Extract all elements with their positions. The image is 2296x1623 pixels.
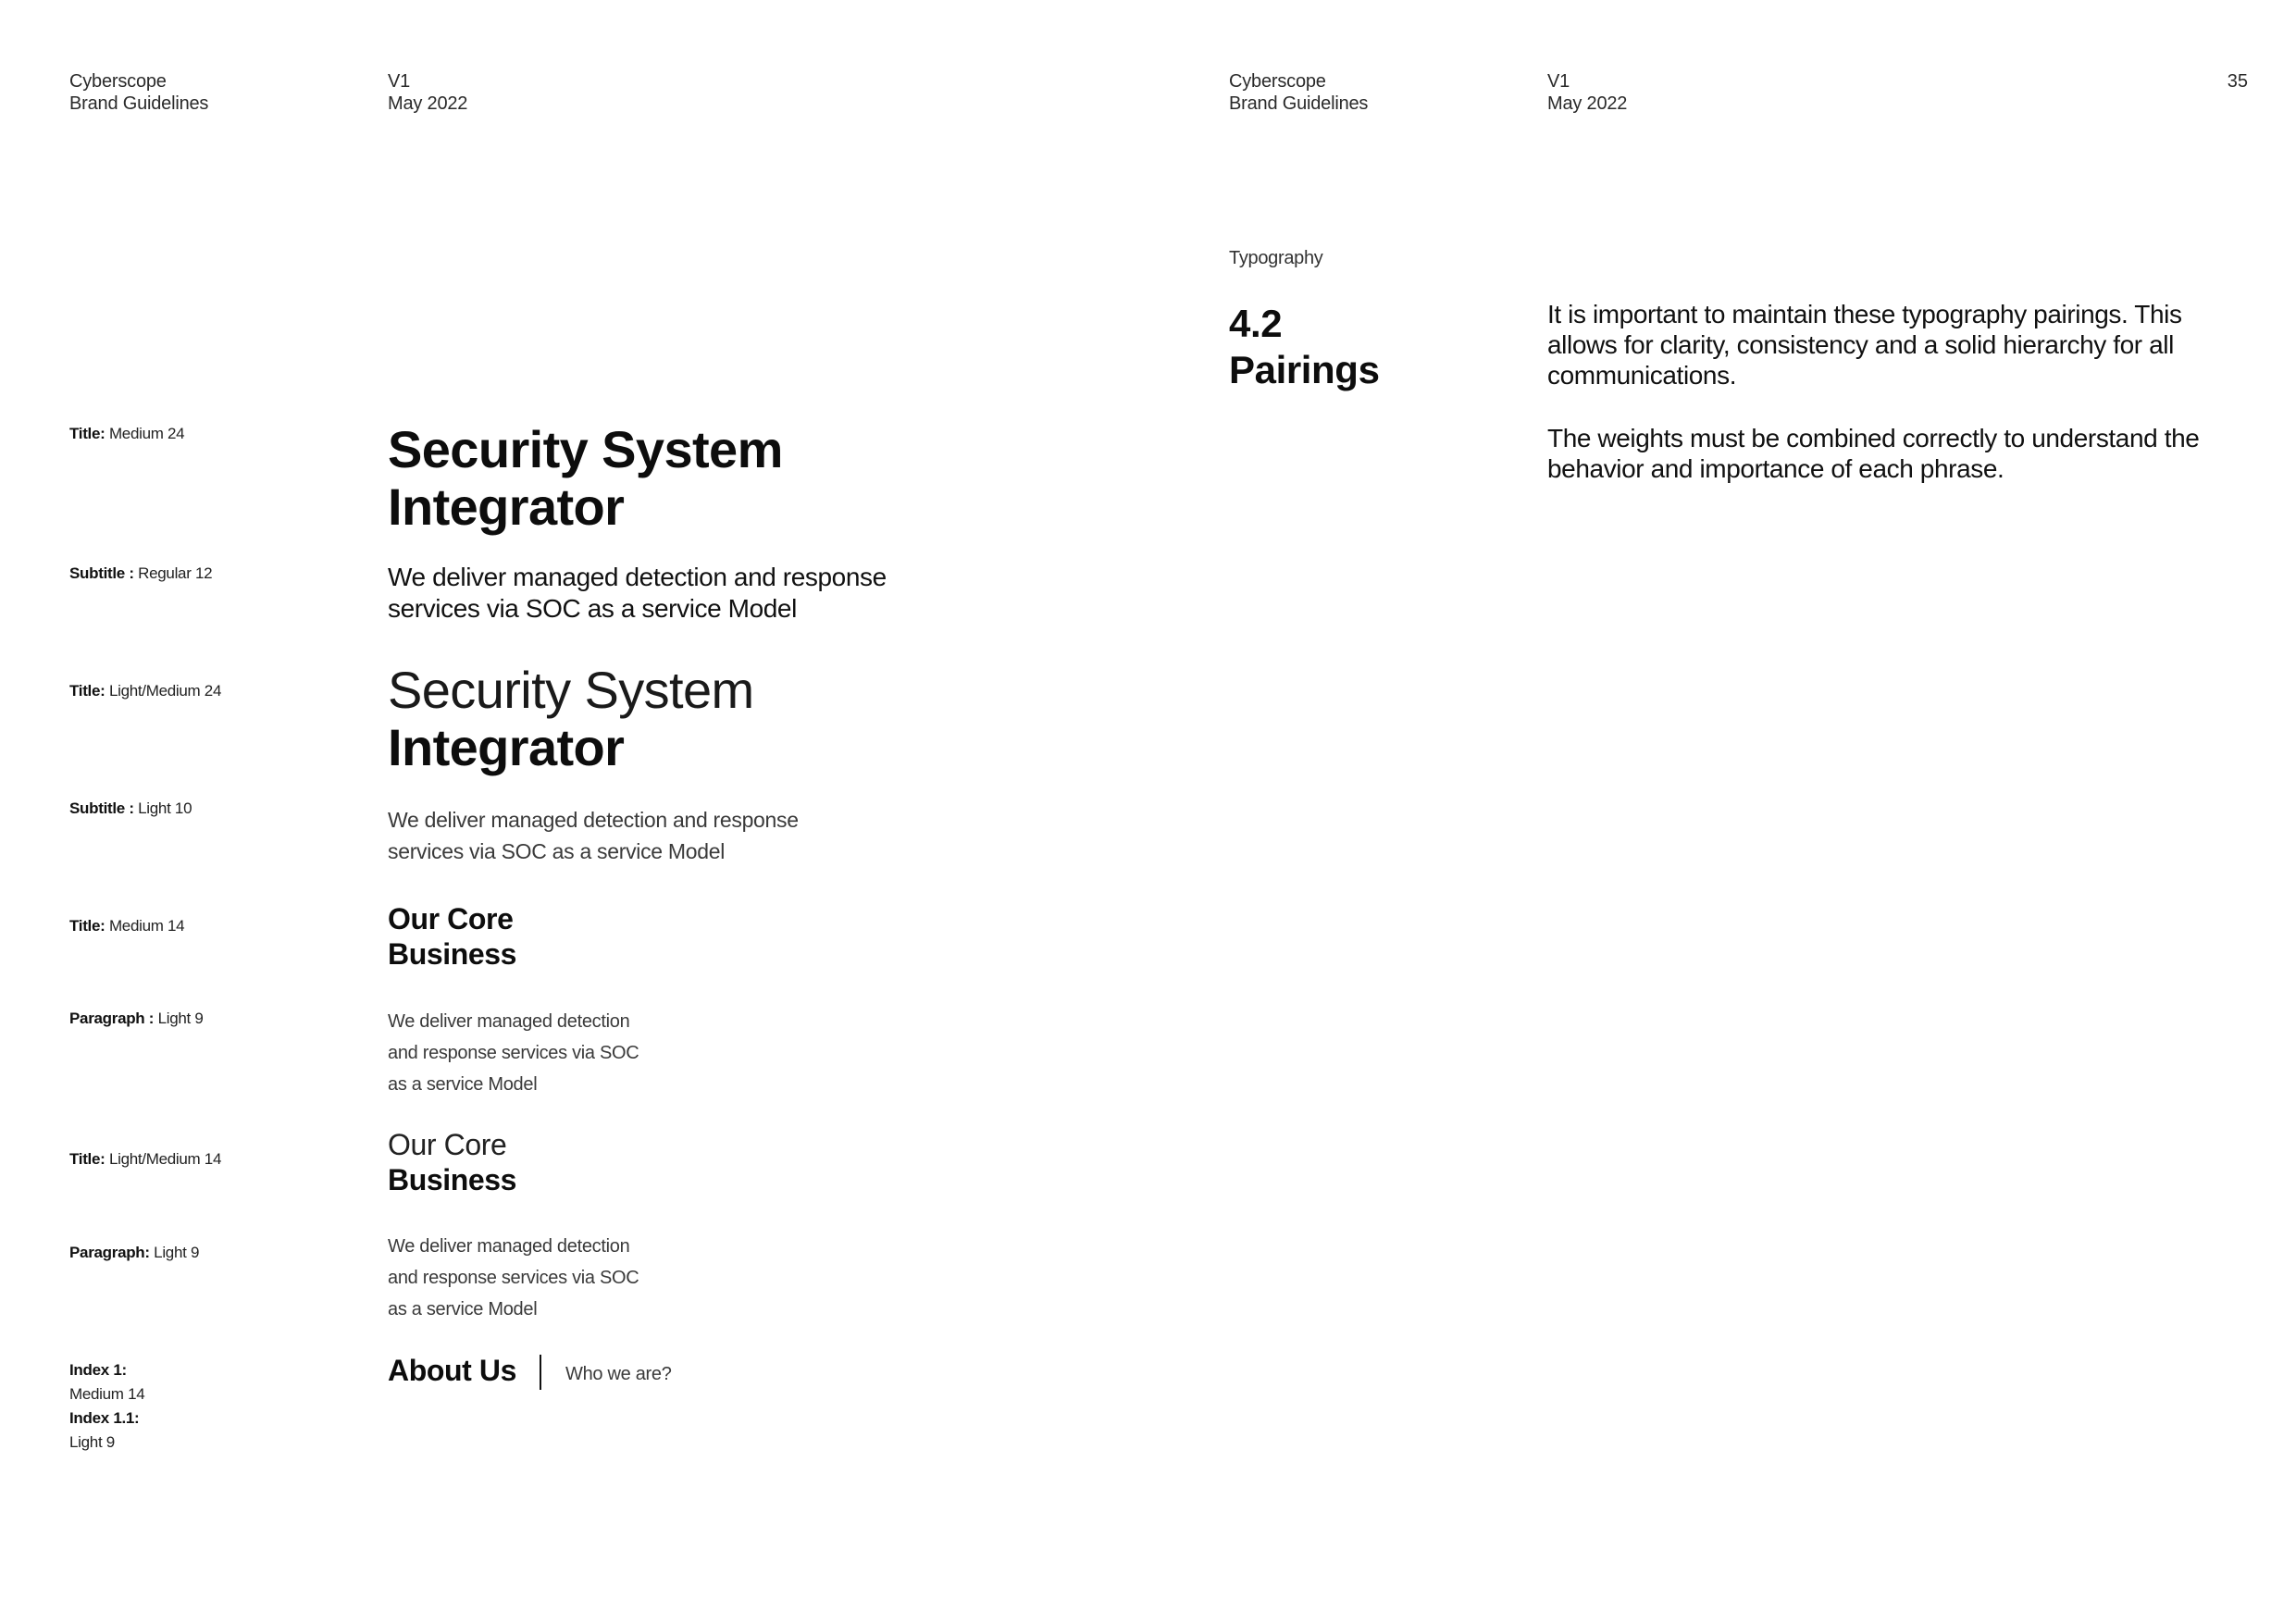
specimen-line: services via SOC as a service Model [388, 594, 797, 623]
spec-label-value: Regular 12 [133, 564, 213, 582]
spec-label-title-medium-14 [69, 914, 184, 938]
spec-label-key: Title: [69, 917, 105, 935]
spec-label-title-light-medium-14 [69, 1147, 221, 1171]
spec-label-key: Title: [69, 425, 105, 442]
spec-label-value: Light/Medium 14 [105, 1150, 222, 1168]
left-header-version [388, 70, 467, 115]
specimen-line: and response services via SOC [388, 1268, 639, 1288]
section-title: Pairings [1229, 348, 1380, 391]
specimen-line: Security System [388, 420, 783, 478]
specimen-line: services via SOC as a service Model [388, 839, 726, 863]
specimen-line: We deliver managed detection and response [388, 808, 799, 832]
spec-label-key: Title: [69, 1150, 105, 1168]
specimen-title-medium-14 [388, 901, 516, 972]
specimen-line: Our Core [388, 902, 514, 935]
index-title: About Us [388, 1354, 517, 1387]
brand-name: Cyberscope [69, 71, 167, 92]
specimen-line: as a service Model [388, 1299, 538, 1319]
spec-label-value: Light 9 [69, 1433, 115, 1451]
section-number: 4.2 [1229, 302, 1283, 345]
version-number: V1 [388, 71, 411, 92]
spec-label-index [69, 1358, 144, 1455]
version-date: May 2022 [388, 93, 468, 114]
spec-label-paragraph-light-9 [69, 1007, 204, 1031]
specimen-paragraph-light-9-b [388, 1231, 639, 1325]
right-header-version [1547, 70, 1627, 115]
spec-label-value: Medium 14 [105, 917, 185, 935]
spec-label-subtitle-light-10 [69, 797, 192, 821]
spec-label-paragraph-light-9-b [69, 1241, 199, 1265]
specimen-paragraph-light-9 [388, 1006, 639, 1100]
specimen-line: as a service Model [388, 1074, 538, 1095]
specimen-line: Integrator [388, 477, 625, 536]
index-subtitle: Who we are? [565, 1364, 672, 1384]
right-header-brand [1229, 70, 1368, 115]
specimen-line: We deliver managed detection and response [388, 563, 887, 591]
spec-label-key: Index 1: [69, 1361, 127, 1379]
spec-label-index-1 [69, 1358, 144, 1406]
specimen-light-line: Our Core [388, 1128, 507, 1161]
specimen-line: We deliver managed detection [388, 1011, 630, 1032]
spec-label-value: Light 9 [154, 1010, 204, 1027]
spec-label-value: Light/Medium 24 [105, 682, 222, 700]
section-category: Typography [1229, 248, 1323, 268]
spec-label-key: Subtitle : [69, 799, 134, 817]
brand-doc-title: Brand Guidelines [69, 93, 209, 114]
specimen-medium-line: Business [388, 1163, 517, 1196]
specimen-title-light-medium-14 [388, 1127, 516, 1197]
specimen-line: and response services via SOC [388, 1043, 639, 1063]
left-header-brand [69, 70, 208, 115]
spec-label-value: Light 10 [133, 799, 192, 817]
specimen-subtitle-light-10 [388, 804, 799, 867]
spec-label-title-light-medium-24 [69, 679, 221, 703]
specimen-light-line: Security System [388, 661, 754, 719]
index-divider [540, 1355, 541, 1390]
spec-label-key: Paragraph : [69, 1010, 155, 1027]
specimen-subtitle-regular-12 [388, 562, 887, 625]
version-number: V1 [1547, 71, 1570, 92]
brand-name: Cyberscope [1229, 71, 1326, 92]
spec-label-key: Index 1.1: [69, 1409, 140, 1427]
spec-label-key: Title: [69, 682, 105, 700]
section-paragraph-1: It is important to maintain these typography pairings. This allows for clarity, consistency and a solid hierarchy for all communications. [1547, 300, 2182, 390]
section-paragraph-2: The weights must be combined correctly to understand the behavior and importance of each phrase. [1547, 424, 2200, 483]
version-date: May 2022 [1547, 93, 1628, 114]
specimen-title-light-medium-24 [388, 662, 754, 776]
spec-label-subtitle-regular-12 [69, 562, 212, 586]
specimen-title-medium-24 [388, 421, 783, 536]
spec-label-title-medium-24 [69, 422, 184, 446]
spec-label-value: Light 9 [149, 1244, 200, 1261]
specimen-line: We deliver managed detection [388, 1236, 630, 1257]
brand-doc-title: Brand Guidelines [1229, 93, 1369, 114]
section-heading [1229, 301, 1380, 393]
spec-label-index-1-1 [69, 1406, 144, 1455]
page-number: 35 [2227, 71, 2248, 92]
specimen-medium-line: Integrator [388, 718, 625, 776]
spec-label-key: Paragraph: [69, 1244, 150, 1261]
spec-label-value: Medium 14 [69, 1385, 145, 1403]
spec-label-value: Medium 24 [105, 425, 185, 442]
specimen-line: Business [388, 937, 517, 971]
spec-label-key: Subtitle : [69, 564, 134, 582]
